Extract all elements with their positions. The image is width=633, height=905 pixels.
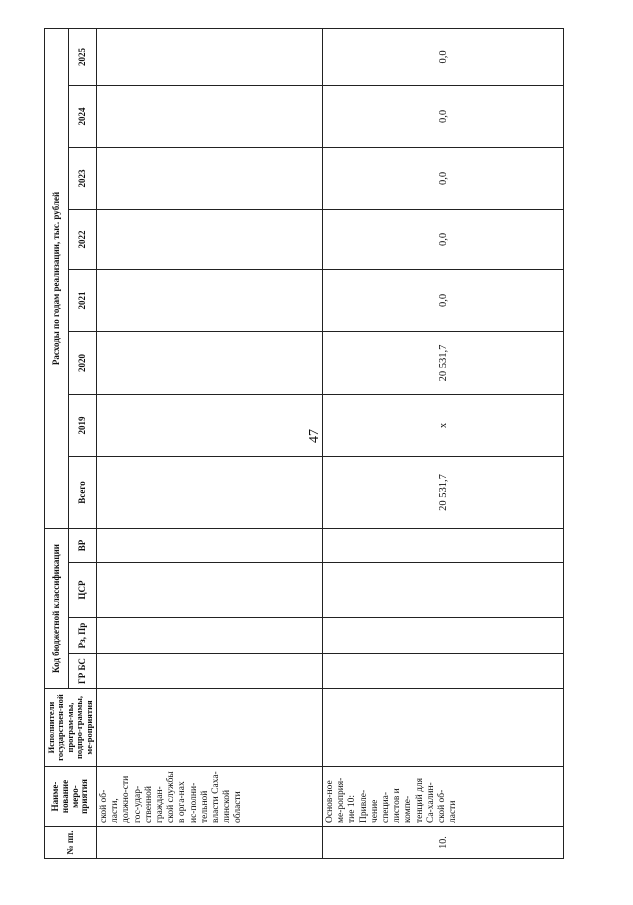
table-row [97,28,323,858]
row-num: 10. [323,827,564,859]
row-value [97,209,323,269]
header-year: 2024 [69,85,97,147]
header-executor: Исполнители государствен-ной програм-мы, подпро-граммы, ме-роприятия [45,689,97,767]
header-total: Всего [69,456,97,528]
row-num [97,827,323,859]
header-budget-code: Код бюджетной классификации [45,528,69,688]
row-value [97,28,323,85]
row-value: 20 531,7 [323,331,564,394]
row-value: 0,0 [323,28,564,85]
header-rzpr: Рз, Пр [69,618,97,654]
row-vr [323,528,564,562]
row-grbs [323,654,564,689]
row-value [97,147,323,209]
header-year: 2025 [69,28,97,85]
row-rzpr [97,618,323,654]
row-rzpr [323,618,564,654]
row-value: 0,0 [323,85,564,147]
header-expenses: Расходы по годам реализации, тыс. рублей [45,28,69,528]
header-grbs: ГР БС [69,654,97,689]
row-executor [323,689,564,767]
page-number: 47 [307,429,322,443]
header-num: № пп. [45,827,97,859]
row-value: 0,0 [323,147,564,209]
header-year: 2021 [69,269,97,331]
row-grbs [97,654,323,689]
header-year: 2020 [69,331,97,394]
rotated-table-container [44,29,564,859]
expenses-table [44,28,564,859]
header-name: Наиме-нование меро-приятия [45,767,97,827]
row-vr [97,528,323,562]
row-csr [323,563,564,618]
row-value: 0,0 [323,209,564,269]
row-total: 20 531,7 [323,456,564,528]
header-year: 2023 [69,147,97,209]
row-value: 0,0 [323,269,564,331]
row-value [97,269,323,331]
row-value [97,394,323,456]
header-year: 2019 [69,394,97,456]
header-csr: ЦСР [69,563,97,618]
row-value [97,85,323,147]
table-row [323,28,564,858]
row-value: x [323,394,564,456]
row-name: Основ-ное ме-роприя-тие 10: Привле-чение специа-листов и компе-тенций для Са-халин-ской об-ласти [323,767,564,827]
header-year: 2022 [69,209,97,269]
row-value [97,331,323,394]
row-executor [97,689,323,767]
row-csr [97,563,323,618]
row-total [97,456,323,528]
header-vr: ВР [69,528,97,562]
row-name: ской об-ласти, должно-сти гос-удар-ственной граждан-ской службы в орга-нах ис-полни-тельной власти Саха-линской области [97,767,323,827]
